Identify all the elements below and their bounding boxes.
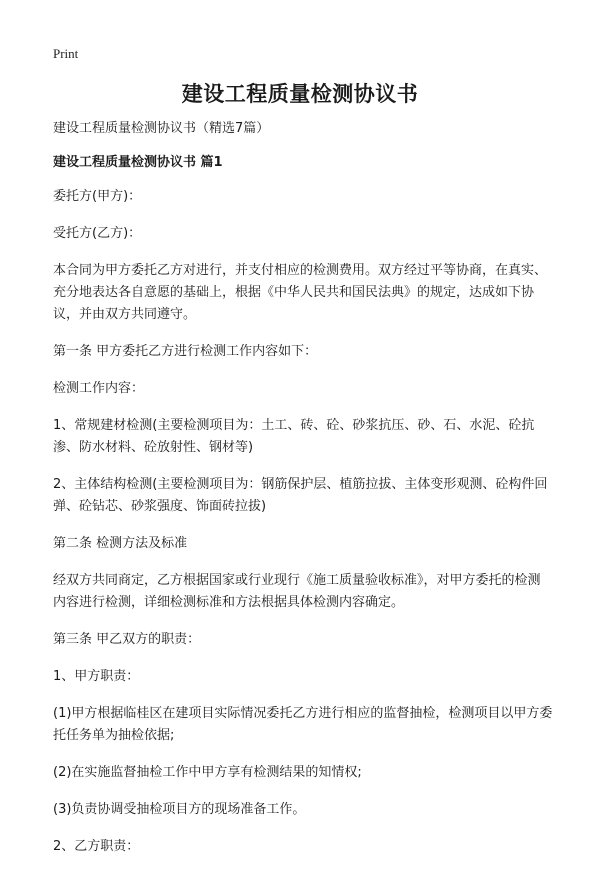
print-link[interactable]: Print	[53, 46, 79, 61]
paragraph-article-1: 第一条 甲方委托乙方进行检测工作内容如下：	[53, 344, 318, 359]
paragraph-intro: 本合同为甲方委托乙方对进行，并支付相应的检测费用。双方经过平等协商，在真实、充分地表达各自意愿的基础上，根据《中华人民共和国民法典》的规定，达成如下协议，并由双方共同遵守。	[53, 263, 548, 322]
paragraph-party-b-duties: 2、乙方职责：	[53, 839, 140, 854]
section-heading: 建设工程质量检测协议书 篇1	[53, 155, 223, 170]
document-subtitle: 建设工程质量检测协议书（精选7篇）	[53, 121, 270, 136]
paragraph-item-2: 2、主体结构检测(主要检测项目为：钢筋保护层、植筋拉拔、主体变形观测、砼构件回弹、砼钻芯、砂浆强度、饰面砖拉拔)	[53, 477, 548, 514]
paragraph-item-1: 1、常规建材检测(主要检测项目为：土工、砖、砼、砂浆抗压、砂、石、水泥、砼抗渗、防水材料、砼放射性、钢材等)	[53, 418, 535, 455]
document-body	[53, 118, 553, 873]
paragraph-client: 委托方(甲方)：	[53, 189, 142, 204]
paragraph-article-2: 第二条 检测方法及标准	[53, 536, 188, 551]
paragraph-contractor: 受托方(乙方)：	[53, 226, 142, 241]
paragraph-duty-a-2: (2)在实施监督抽检工作中甲方享有检测结果的知情权;	[53, 765, 362, 780]
paragraph-article-3: 第三条 甲乙双方的职责：	[53, 632, 201, 647]
paragraph-duty-a-1: (1)甲方根据临桂区在建项目实际情况委托乙方进行相应的监督抽检，检测项目以甲方委托任务单为抽检依据;	[53, 706, 553, 743]
paragraph-standards: 经双方共同商定，乙方根据国家或行业现行《施工质量验收标准》，对甲方委托的检测内容进行检测，详细检测标准和方法根据具体检测内容确定。	[53, 573, 541, 610]
paragraph-party-a-duties: 1、甲方职责：	[53, 669, 140, 684]
paragraph-work-content: 检测工作内容：	[53, 381, 145, 396]
paragraph-duty-a-3: (3)负责协调受抽检项目方的现场准备工作。	[53, 802, 306, 817]
page-title: 建设工程质量检测协议书	[181, 82, 419, 106]
